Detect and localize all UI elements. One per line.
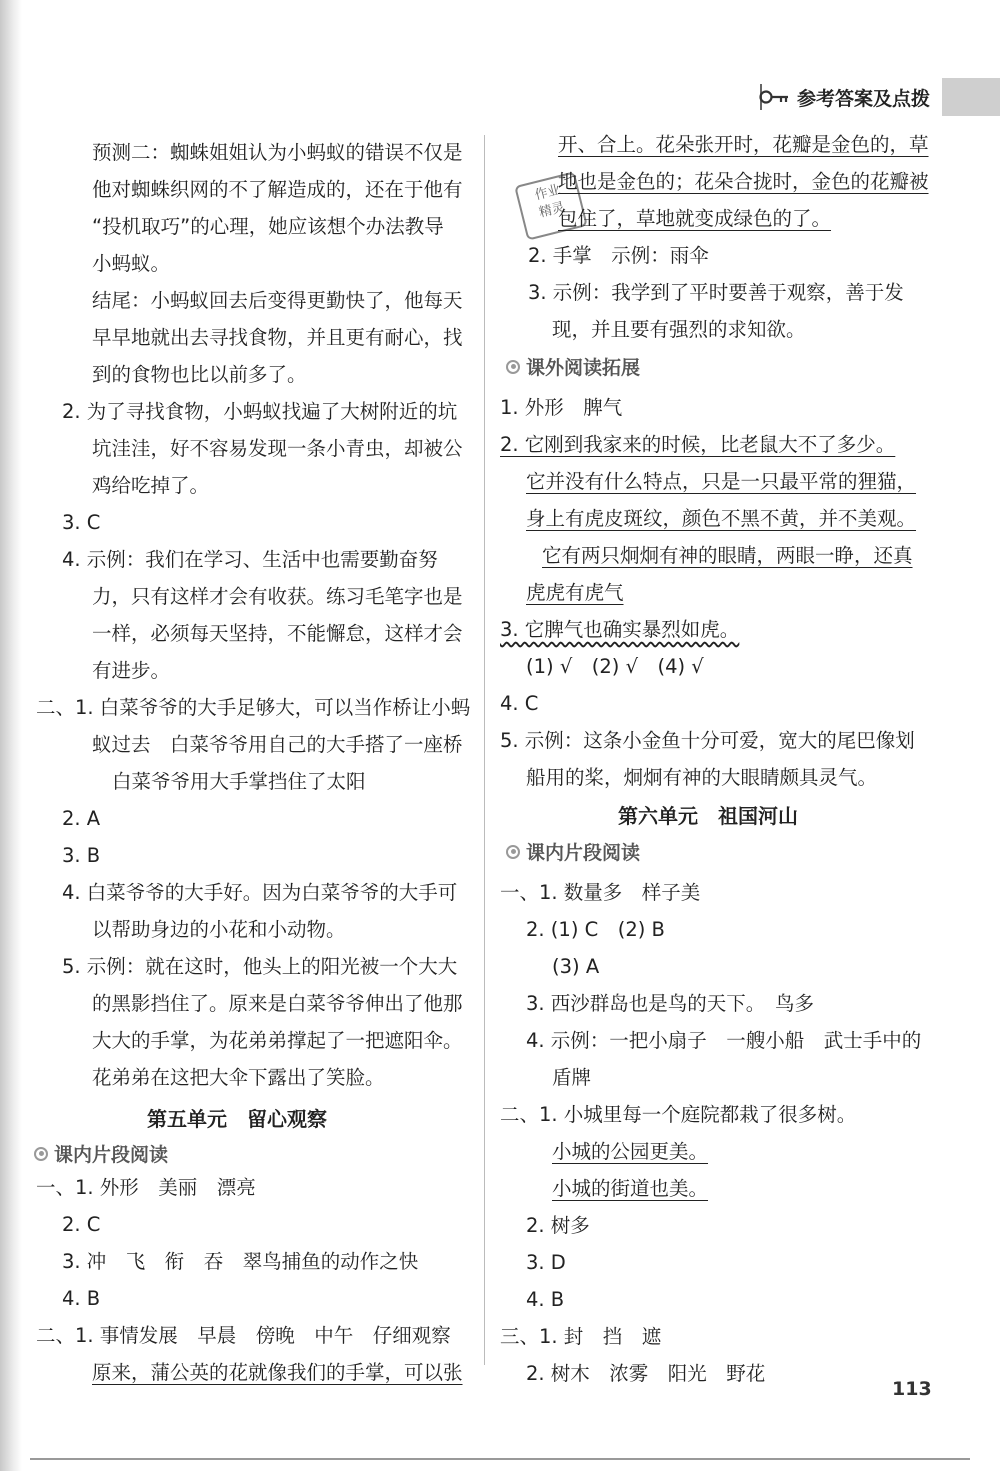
right-answer-line: 3. D	[526, 1251, 566, 1274]
right-answer-line: 现，并且要有强烈的求知欲。	[552, 318, 806, 341]
section-label-text: 课内片段阅读	[526, 842, 641, 864]
left-answer-line: 花弟弟在这把大伞下露出了笑脸。	[92, 1066, 385, 1089]
right-answer-line: 船用的桨，炯炯有神的大眼睛颇具灵气。	[526, 766, 878, 789]
right-answer-line: (3) A	[552, 955, 600, 978]
right-answer-line: 5. 示例：这条小金鱼十分可爱，宽大的尾巴像划	[500, 729, 915, 752]
section-label-text: 课外阅读拓展	[526, 357, 641, 379]
section-label-text: 课内片段阅读	[54, 1144, 169, 1166]
left-answer-line: 5. 示例：就在这时，他头上的阳光被一个大大	[62, 955, 458, 978]
right-answer-line: 4. C	[500, 692, 539, 715]
key-icon	[759, 88, 789, 106]
page-bottom-rule	[30, 1458, 970, 1460]
left-answer-line: 一样，必须每天坚持，不能懈怠，这样才会	[92, 622, 463, 645]
section-label-extracurricular	[506, 353, 640, 380]
page-number: 113	[892, 1378, 932, 1400]
left-answer-line: 大大的手掌，为花弟弟撑起了一把遮阳伞。	[92, 1029, 463, 1052]
left-answer-line: 2. 为了寻找食物，小蚂蚁找遍了大树附近的坑	[62, 400, 458, 423]
right-answer-line: 2. (1) C (2) B	[526, 918, 665, 941]
left-answer-line: 4. 白菜爷爷的大手好。因为白菜爷爷的大手可	[62, 881, 458, 904]
right-answer-line: 它并没有什么特点，只是一只最平常的狸猫，	[526, 470, 917, 493]
left-answer-line: 力，只有这样才会有收获。练习毛笔字也是	[92, 585, 463, 608]
left-answer-line: 4. 示例：我们在学习、生活中也需要勤奋努	[62, 548, 438, 571]
left-answer-line: 3. B	[62, 844, 101, 867]
right-answer-line: 开、合上。花朵张开时，花瓣是金色的，草	[558, 133, 929, 156]
left-answer-line: 到的食物也比以前多了。	[92, 363, 307, 386]
left-answer-line: 他对蜘蛛织网的不了解造成的，还在于他有	[92, 178, 463, 201]
right-answer-line: 1. 外形 脾气	[500, 396, 623, 419]
left-answer-line: “投机取巧”的心理，她应该想个办法教导	[92, 215, 444, 238]
right-answer-line: 身上有虎皮斑纹，颜色不黑不黄，并不美观。	[526, 507, 917, 530]
left-answer-line: 二、1. 事情发展 早晨 傍晚 中午 仔细观察	[36, 1324, 451, 1347]
right-answer-line: 二、1. 小城里每一个庭院都栽了很多树。	[500, 1103, 857, 1126]
left-answer-line: 蚁过去 白菜爷爷用自己的大手搭了一座桥	[92, 733, 463, 756]
right-answer-line: (1) √ (2) √ (4) √	[526, 655, 704, 678]
left-answer-line: 3. 冲 飞 衔 吞 翠鸟捕鱼的动作之快	[62, 1250, 419, 1273]
header-tab-bar	[942, 78, 1000, 116]
right-answer-line: 4. B	[526, 1288, 565, 1311]
right-answer-line: 3. 示例：我学到了平时要善于观察，善于发	[528, 281, 904, 304]
left-answer-line: 2. C	[62, 1213, 101, 1236]
left-answer-line: 3. C	[62, 511, 101, 534]
section-label-in-class-reading	[34, 1140, 168, 1167]
right-answer-line: 4. 示例：一把小扇子 一艘小船 武士手中的	[526, 1029, 922, 1052]
right-answer-line: 小城的公园更美。	[552, 1140, 709, 1163]
section-bullet-icon	[34, 1147, 48, 1161]
left-answer-line: 一、1. 外形 美丽 漂亮	[36, 1176, 256, 1199]
right-answer-line: 虎虎有虎气	[526, 581, 624, 604]
left-answer-line: 坑洼洼，好不容易发现一条小青虫，却被公	[92, 437, 463, 460]
stamp-watermark: 作业 精灵	[514, 171, 588, 240]
unit-heading-6: 第六单元 祖国河山	[618, 804, 798, 828]
right-answer-line: 它有两只炯炯有神的眼睛，两眼一睁，还真	[542, 544, 913, 567]
left-answer-line: 早早地就出去寻找食物，并且更有耐心，找	[92, 326, 463, 349]
right-answer-line: 包住了，草地就变成绿色的了。	[558, 207, 832, 230]
left-answer-line: 的黑影挡住了。原来是白菜爷爷伸出了他那	[92, 992, 463, 1015]
left-answer-line: 白菜爷爷用大手掌挡住了太阳	[112, 770, 366, 793]
left-answer-line: 小蚂蚁。	[92, 252, 171, 275]
right-answer-line: 盾牌	[552, 1066, 592, 1089]
column-divider	[484, 135, 485, 1365]
section-bullet-icon	[506, 360, 520, 374]
header-title: 参考答案及点拨	[796, 87, 930, 110]
right-answer-line: 3. 西沙群岛也是鸟的天下。 鸟多	[526, 992, 815, 1015]
right-answer-line: 2. 树多	[526, 1214, 590, 1237]
left-answer-line: 2. A	[62, 807, 101, 830]
right-answer-line: 2. 树木 浓雾 阳光 野花	[526, 1362, 766, 1385]
left-answer-line: 原来，蒲公英的花就像我们的手掌，可以张	[92, 1361, 463, 1384]
right-answer-line: 一、1. 数量多 样子美	[500, 881, 701, 904]
right-answer-line: 2. 手掌 示例：雨伞	[528, 244, 709, 267]
section-bullet-icon	[506, 845, 520, 859]
page-edge-shadow	[0, 0, 22, 1471]
left-answer-line: 有进步。	[92, 659, 171, 682]
right-answer-line: 地也是金色的；花朵合拢时，金色的花瓣被	[558, 170, 929, 193]
right-answer-line: 小城的街道也美。	[552, 1177, 709, 1200]
left-answer-line: 二、1. 白菜爷爷的大手足够大，可以当作桥让小蚂	[36, 696, 471, 719]
left-answer-line: 鸡给吃掉了。	[92, 474, 210, 497]
unit-heading-5: 第五单元 留心观察	[147, 1107, 327, 1131]
right-answer-line: 3. 它脾气也确实暴烈如虎。	[500, 618, 740, 641]
right-answer-line: 三、1. 封 挡 遮	[500, 1325, 662, 1348]
section-label-in-class-reading	[506, 838, 640, 865]
left-answer-line: 结尾：小蚂蚁回去后变得更勤快了，他每天	[92, 289, 463, 312]
left-answer-line: 预测二：蜘蛛姐姐认为小蚂蚁的错误不仅是	[92, 141, 463, 164]
right-answer-line: 2. 它刚到我家来的时候，比老鼠大不了多少。	[500, 433, 896, 456]
page-header	[759, 78, 1000, 116]
left-answer-line: 以帮助身边的小花和小动物。	[92, 918, 346, 941]
left-answer-line: 4. B	[62, 1287, 101, 1310]
